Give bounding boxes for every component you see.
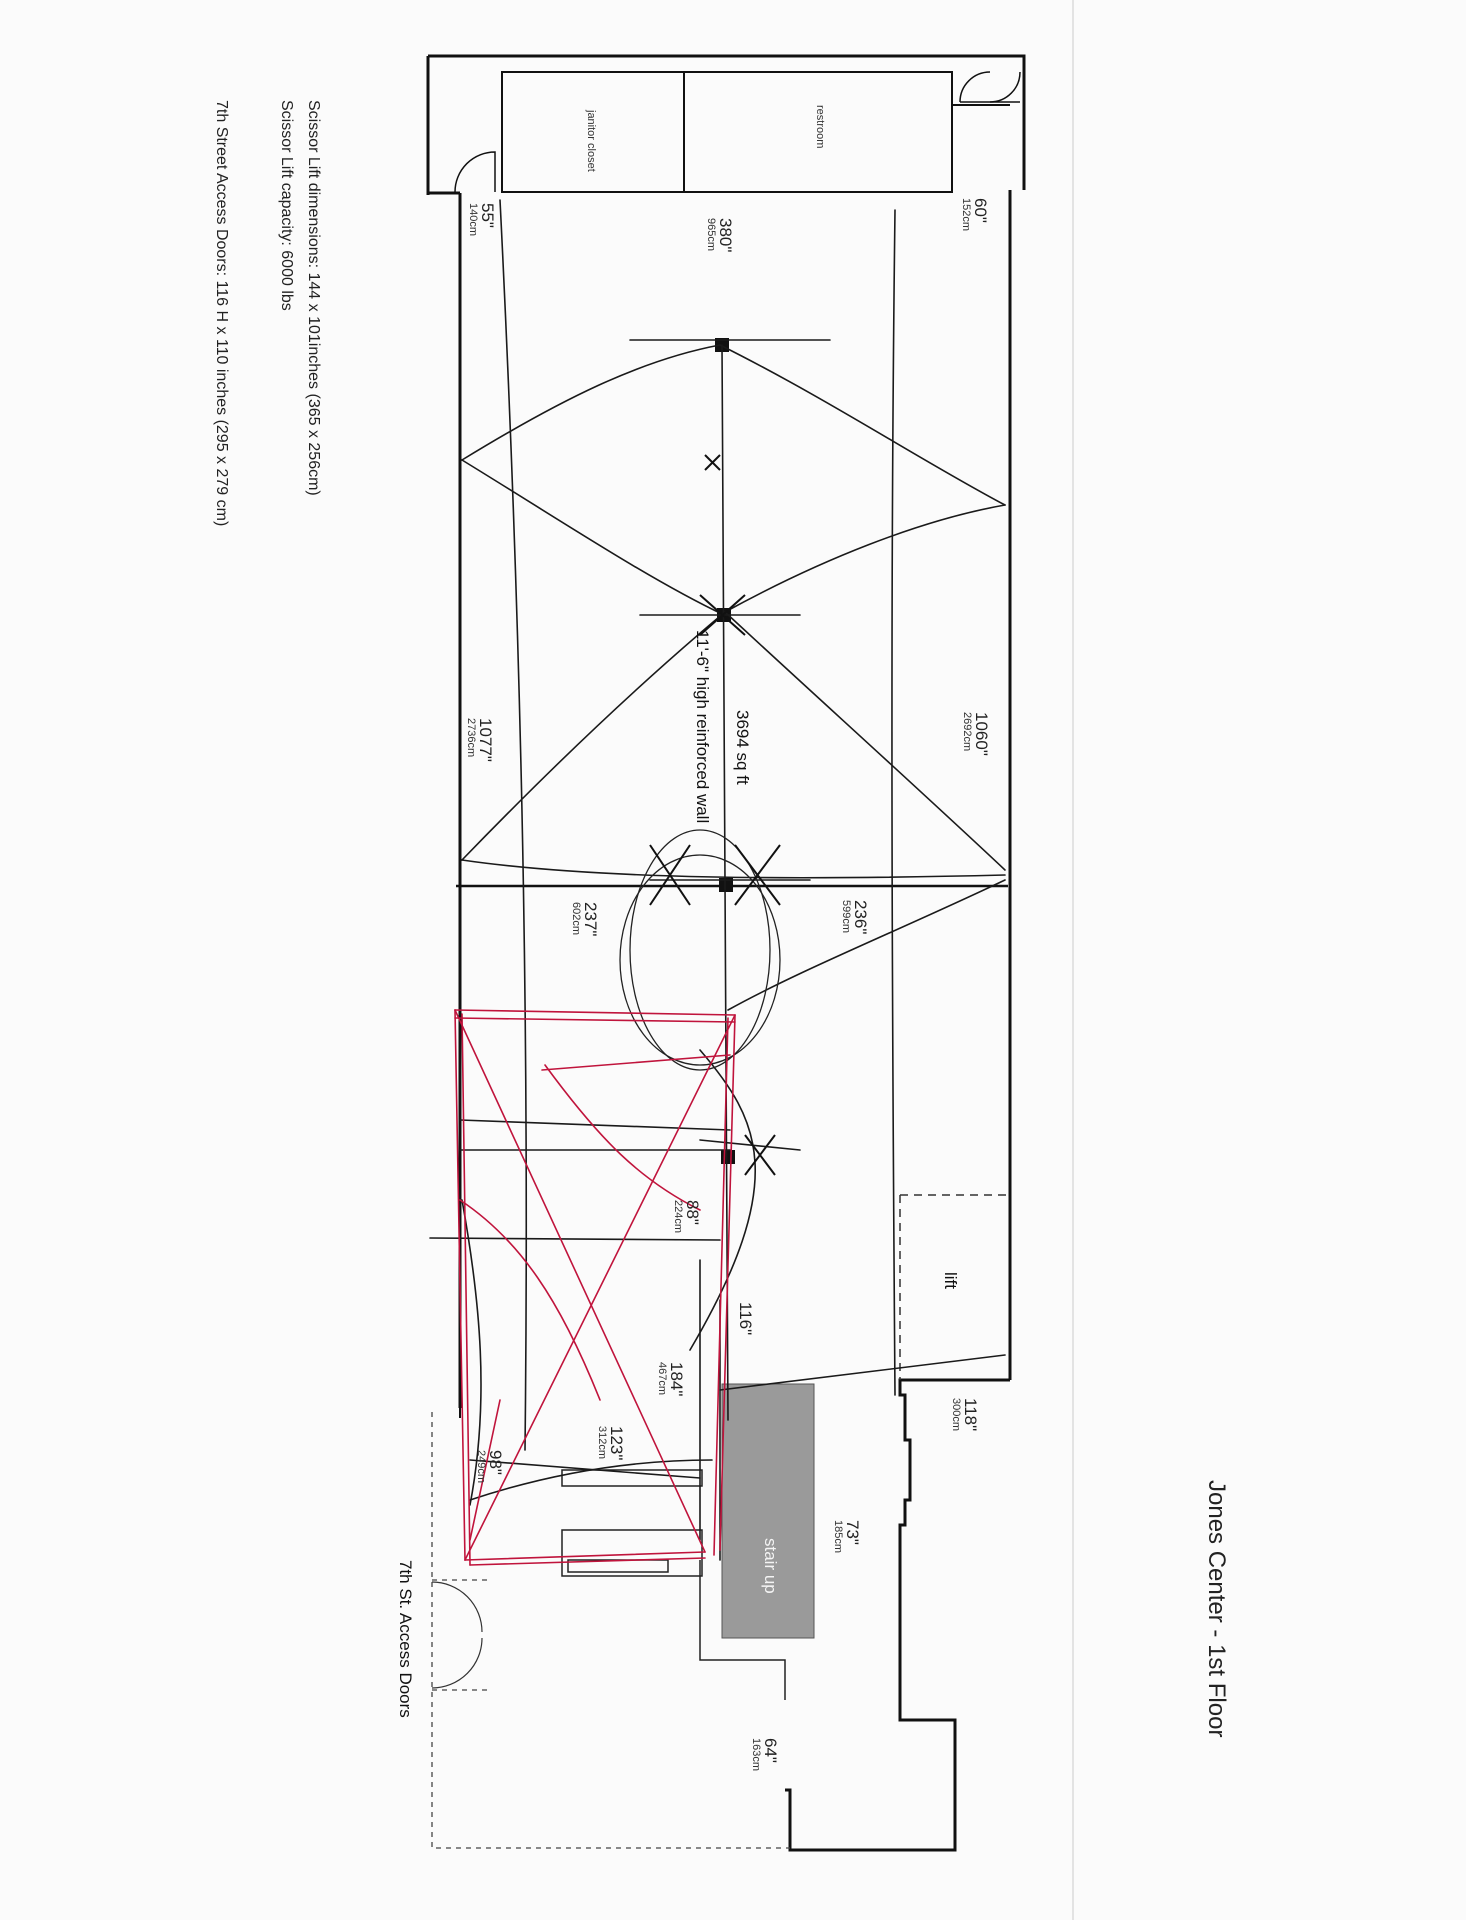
restroom-label: restroom: [814, 105, 826, 149]
dim-60-in: 60": [971, 198, 990, 223]
dim-1060-in: 1060": [972, 712, 991, 756]
dim-98-in: 98": [486, 1450, 505, 1475]
note-lift-dimensions: Scissor Lift dimensions: 144 x 101inches (365 x 256cm): [305, 100, 322, 496]
dim-118-in: 118": [961, 1398, 980, 1432]
dim-123-in: 123": [607, 1426, 626, 1461]
dim-55-in: 55": [478, 203, 497, 228]
dim-64-cm: 163cm: [750, 1738, 762, 1772]
dim-236-cm: 599cm: [840, 900, 852, 934]
dim-116-in: 116": [736, 1302, 755, 1336]
dim-73-in: 73": [843, 1520, 862, 1545]
dim-236-in: 236": [851, 900, 870, 935]
access-doors-label: 7th St. Access Doors: [396, 1560, 415, 1718]
stair-label: stair up: [761, 1538, 780, 1594]
janitor-closet-label: janitor closet: [585, 110, 597, 172]
note-access-doors: 7th Street Access Doors: 116 H x 110 inches (295 x 279 cm): [213, 100, 230, 527]
area-annotation: 3694 sq ft: [733, 710, 752, 785]
dim-237-cm: 602cm: [570, 902, 582, 936]
dim-118-cm: 300cm: [950, 1398, 962, 1432]
dim-237-in: 237": [581, 902, 600, 937]
hand-sketch-black: [430, 200, 1005, 1560]
stair-block: [722, 1384, 814, 1638]
dim-55-cm: 140cm: [467, 203, 479, 237]
door-swings: [455, 72, 1020, 192]
access-door-swings: [432, 1582, 482, 1688]
dim-73-cm: 185cm: [832, 1520, 844, 1554]
service-rooms: [502, 72, 1010, 192]
dim-1077-in: 1077": [476, 718, 495, 762]
lift-label: lift: [941, 1272, 960, 1289]
circle-sketch: [620, 830, 780, 1070]
dim-380-in: 380": [716, 218, 735, 253]
wall-height-annotation: 11'-6" high reinforced wall: [693, 630, 712, 824]
dim-1060-cm: 2692cm: [961, 712, 973, 752]
dim-88-in: 88": [683, 1200, 702, 1225]
dim-380-cm: 965cm: [705, 218, 717, 252]
dim-98-cm: 249cm: [475, 1450, 487, 1484]
dim-64-in: 64": [761, 1738, 780, 1763]
note-lift-capacity: Scissor Lift capacity: 6000 lbs: [278, 100, 295, 311]
hand-sketch-red: [455, 1010, 735, 1565]
dim-184-cm: 467cm: [656, 1362, 668, 1396]
dim-1077-cm: 2736cm: [465, 718, 477, 758]
dim-123-cm: 312cm: [596, 1426, 608, 1460]
dim-88-cm: 224cm: [672, 1200, 684, 1234]
page-title: Jones Center - 1st Floor: [1203, 1480, 1230, 1738]
dim-184-in: 184": [667, 1362, 686, 1397]
dim-60-cm: 152cm: [960, 198, 972, 232]
